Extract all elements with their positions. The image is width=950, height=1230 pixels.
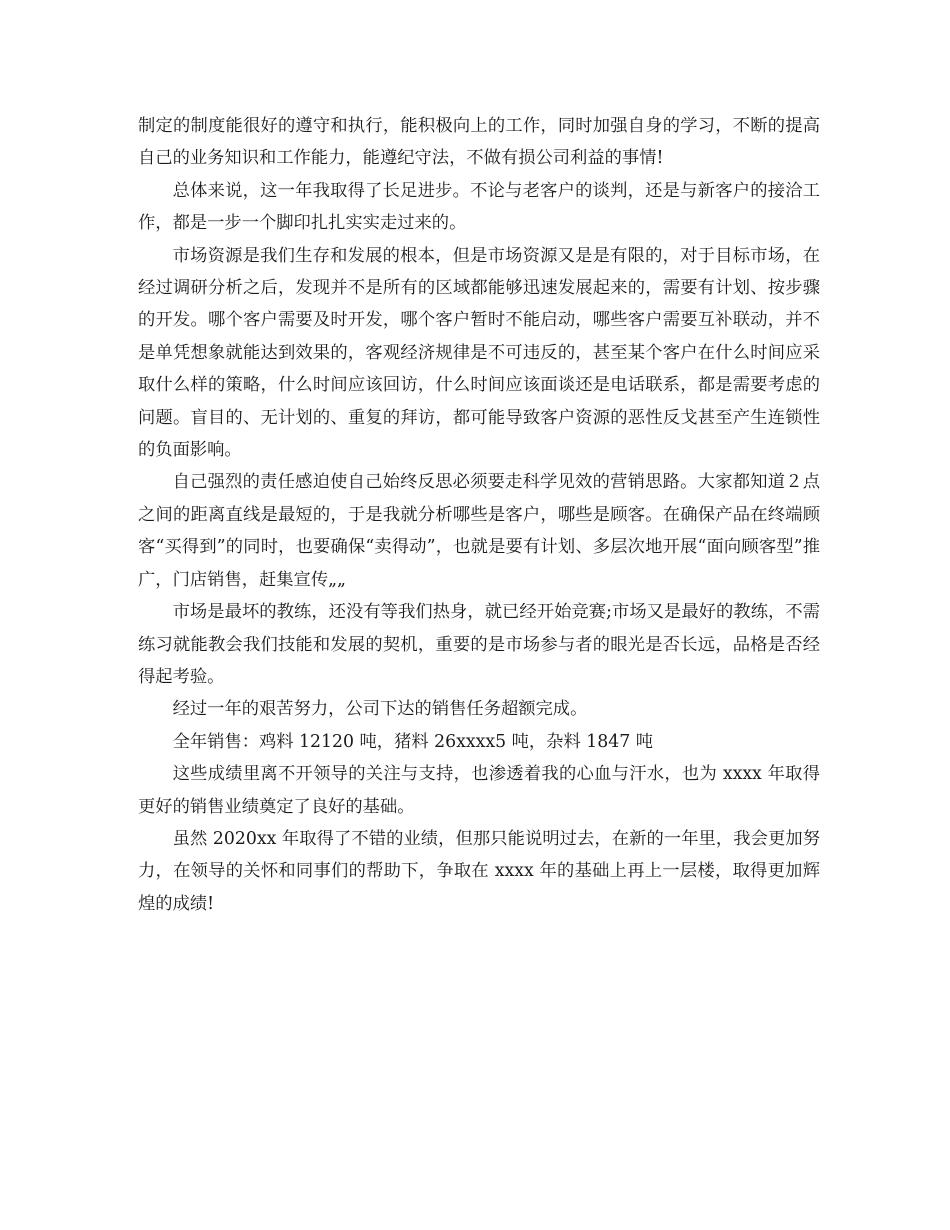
paragraph-8: 这些成绩里离不开领导的关注与支持，也渗透着我的心血与汗水，也为 xxxx 年取得更好的销售业绩奠定了良好的基础。 [138, 764, 820, 817]
paragraph-6: 经过一年的艰苦努力，公司下达的销售任务超额完成。 [172, 699, 588, 720]
paragraph-3: 市场资源是我们生存和发展的根本，但是市场资源又是是有限的，对于目标市场，在经过调研分析之后，发现并不是所有的区域都能够迅速发展起来的，需要有计划、按步骤的开发。哪个客户需要及时开发，哪个客户暂时不能启动，哪些客户需要互补联动，并不是单凭想象就能达到效果的，客观经济规律是不可违反的，甚至某个客户在什么时间应采取什么样的策略，什么时间应该回访，什么时间应该面谈还是电话联系，都是需要考虑的问题。盲目的、无计划的、重复的拜访，都可能导致客户资源的恶性反戈甚至产生连锁性的负面影响。 [138, 245, 820, 461]
paragraph-9: 虽然 2020xx 年取得了不错的业绩，但那只能说明过去，在新的一年里，我会更加努力，在领导的关怀和同事们的帮助下，争取在 xxxx 年的基础上再上一层楼，取得更加辉煌的成绩! [138, 828, 820, 914]
paragraph-5: 市场是最坏的教练，还没有等我们热身，就已经开始竞赛;市场又是最好的教练，不需练习就能教会我们技能和发展的契机，重要的是市场参与者的眼光是否长远，品格是否经得起考验。 [138, 602, 820, 687]
paragraph-7: 全年销售：鸡料 12120 吨，猪料 26xxxx5 吨，杂料 1847 吨 [172, 731, 653, 752]
paragraph-2: 总体来说，这一年我取得了长足进步。不论与老客户的谈判，还是与新客户的接洽工作，都是一步一个脚印扎扎实实走过来的。 [138, 180, 820, 234]
document-body [138, 110, 820, 920]
paragraph-4: 自己强烈的责任感迫使自己始终反思必须要走科学见效的营销思路。大家都知道２点之间的距离直线是最短的，于是我就分析哪些是客户，哪些是顾客。在确保产品在终端顾客“买得到”的同时，也要确保“卖得动”，也就是要有计划、多层次地开展“面向顾客型”推广，门店销售，赶集宣传„„ [138, 472, 820, 590]
paragraph-1: 制定的制度能很好的遵守和执行，能积极向上的工作，同时加强自身的学习，不断的提高自己的业务知识和工作能力，能遵纪守法，不做有损公司利益的事情! [138, 116, 820, 169]
